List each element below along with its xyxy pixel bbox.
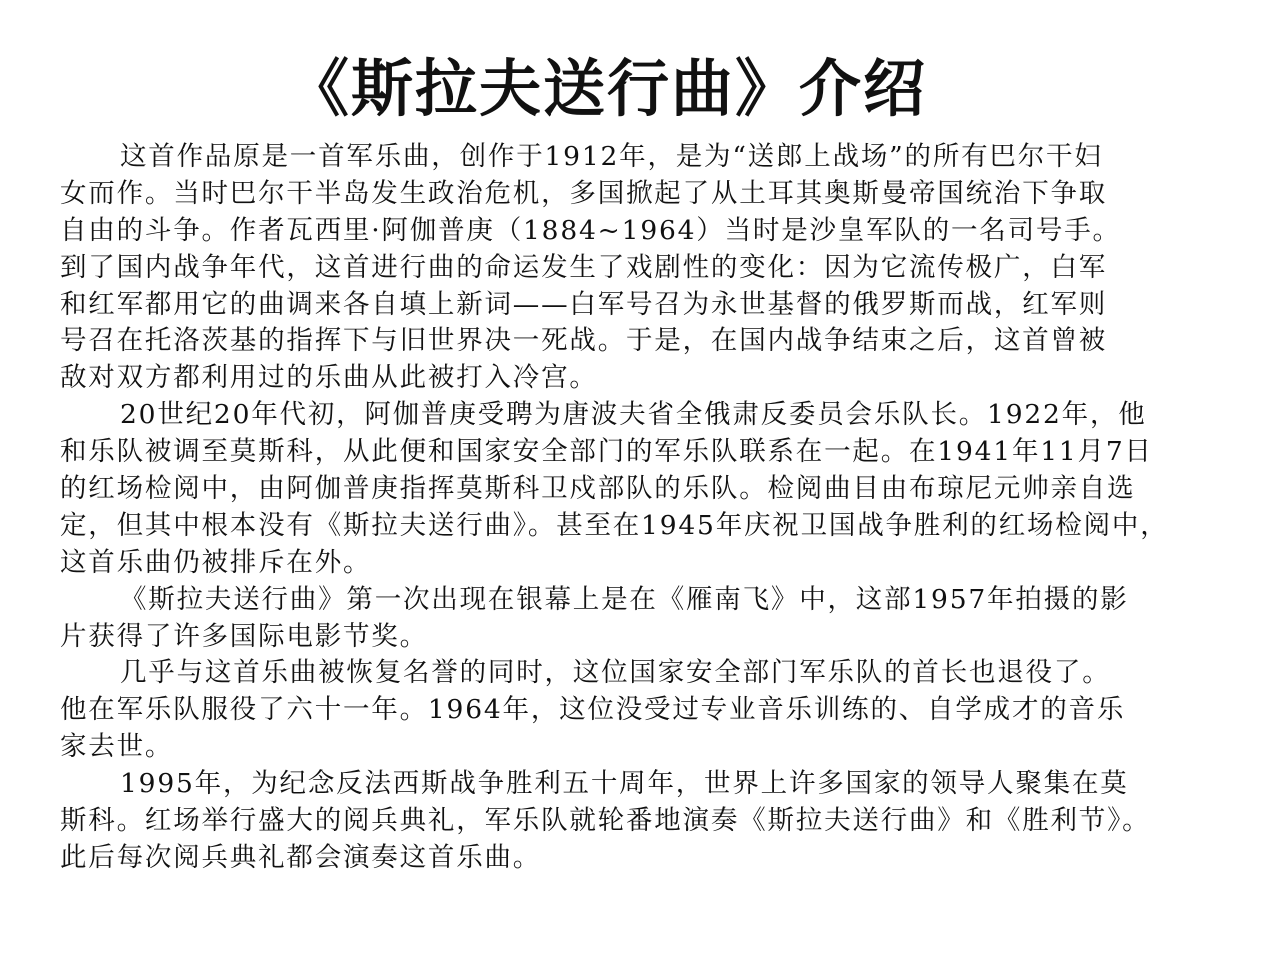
paragraph-2-line-3: 的红场检阅中，由阿伽普庚指挥莫斯科卫戍部队的乐队。检阅曲目由布琼尼元帅亲自选 (60, 473, 1136, 505)
document-title: 《斯拉夫送行曲》介绍 (286, 52, 927, 125)
document-body (60, 139, 1210, 877)
paragraph-2-line-2: 和乐队被调至莫斯科，从此便和国家安全部门的军乐队联系在一起。在1941年11月7日 (60, 436, 1153, 468)
paragraph-3-line-1: 《斯拉夫送行曲》第一次出现在银幕上是在《雁南飞》中，这部1957年拍摄的影 (120, 583, 1129, 615)
paragraph-1-line-1: 这首作品原是一首军乐曲，创作于1912年，是为“送郎上战场”的所有巴尔干妇 (120, 141, 1103, 172)
paragraph-5-line-1: 1995年，为纪念反法西斯战争胜利五十周年，世界上许多国家的领导人聚集在莫 (120, 768, 1129, 800)
paragraph-4-line-1: 几乎与这首乐曲被恢复名誉的同时，这位国家安全部门军乐队的首长也退役了。 (120, 657, 1111, 689)
paragraph-2-line-1: 20世纪20年代初，阿伽普庚受聘为唐波夫省全俄肃反委员会乐队长。1922年，他 (120, 399, 1147, 431)
paragraph-2-line-4: 定，但其中根本没有《斯拉夫送行曲》。甚至在1945年庆祝卫国战争胜利的红场检阅中， (60, 509, 1169, 541)
paragraph-1-line-7: 敌对双方都利用过的乐曲从此被打入冷宫。 (60, 362, 598, 394)
paragraph-1-line-6: 号召在托洛茨基的指挥下与旧世界决一死战。于是，在国内战争结束之后，这首曾被 (60, 325, 1108, 357)
paragraph-5-line-3: 此后每次阅兵典礼都会演奏这首乐曲。 (60, 841, 542, 873)
paragraph-1-line-5: 和红军都用它的曲调来各自填上新词——白军号召为永世基督的俄罗斯而战，红军则 (60, 288, 1108, 320)
paragraph-2-line-5: 这首乐曲仍被排斥在外。 (60, 546, 372, 578)
paragraph-1-line-3: 自由的斗争。作者瓦西里·阿伽普庚（1884~1964）当时是沙皇军队的一名司号手。 (60, 214, 1121, 246)
paragraph-1-line-2: 女而作。当时巴尔干半岛发生政治危机，多国掀起了从土耳其奥斯曼帝国统治下争取 (60, 177, 1108, 209)
paragraph-5-line-2: 斯科。红场举行盛大的阅兵典礼，军乐队就轮番地演奏《斯拉夫送行曲》和《胜利节》。 (60, 805, 1151, 837)
paragraph-1-line-4: 到了国内战争年代，这首进行曲的命运发生了戏剧性的变化：因为它流传极广，白军 (60, 251, 1108, 283)
paragraph-3-line-2: 片获得了许多国际电影节奖。 (60, 620, 428, 652)
paragraph-4-line-2: 他在军乐队服役了六十一年。1964年，这位没受过专业音乐训练的、自学成才的音乐 (60, 694, 1126, 726)
paragraph-4-line-3: 家去世。 (60, 731, 174, 763)
